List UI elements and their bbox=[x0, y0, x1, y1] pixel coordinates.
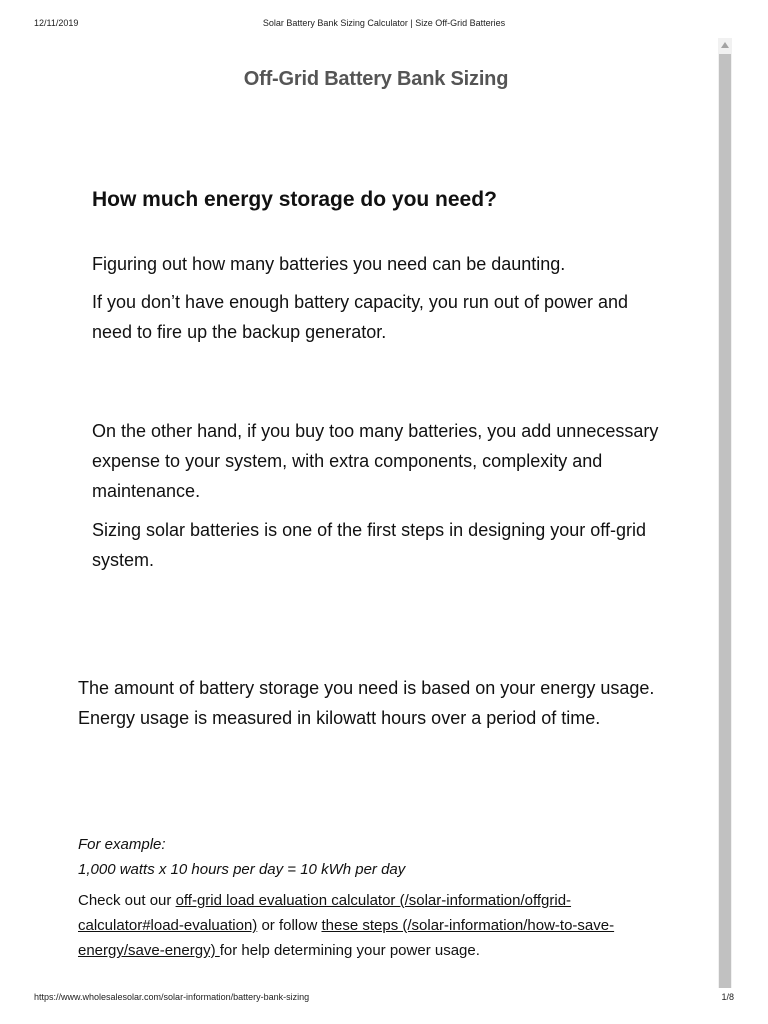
links-middle: or follow bbox=[257, 917, 322, 934]
paragraph-energy-usage: The amount of battery storage you need is based on your energy usage. Energy usage is measured in kilowatt hours over a period of time. bbox=[78, 678, 655, 728]
paragraph-too-many: On the other hand, if you buy too many batteries, you add unnecessary expense to your system, with extra components, complexity and maintenance. bbox=[92, 421, 659, 501]
print-page-title: Solar Battery Bank Sizing Calculator | Size Off-Grid Batteries bbox=[262, 18, 506, 28]
vertical-scrollbar[interactable] bbox=[718, 38, 732, 988]
links-prefix: Check out our bbox=[78, 892, 176, 909]
links-paragraph bbox=[78, 888, 668, 963]
paragraph-daunting: Figuring out how many batteries you need can be daunting. bbox=[92, 254, 566, 274]
print-page-number: 1/8 bbox=[721, 992, 734, 1002]
links-suffix: for help determining your power usage. bbox=[219, 942, 480, 959]
load-evaluation-calculator-link[interactable]: off-grid load evaluation calculator (/solar-information/offgrid-calculator#load-evaluation) bbox=[78, 892, 572, 934]
print-footer bbox=[0, 992, 768, 1006]
scroll-up-button[interactable] bbox=[718, 38, 732, 52]
example-block bbox=[78, 832, 668, 882]
paragraph-sizing: Sizing solar batteries is one of the first steps in designing your off-grid system. bbox=[92, 520, 646, 570]
save-energy-steps-link[interactable]: these steps (/solar-information/how-to-save-energy/save-energy) bbox=[78, 917, 615, 959]
paragraph-capacity: If you don’t have enough battery capacity, you run out of power and need to fire up the backup generator. bbox=[92, 292, 629, 342]
section-heading: How much energy storage do you need? bbox=[92, 188, 497, 211]
scrollbar-thumb[interactable] bbox=[719, 54, 731, 988]
example-label: For example: bbox=[78, 836, 166, 853]
print-url: https://www.wholesalesolar.com/solar-information/battery-bank-sizing bbox=[34, 992, 310, 1002]
example-formula: 1,000 watts x 10 hours per day = 10 kWh per day bbox=[78, 861, 406, 878]
triangle-up-icon bbox=[721, 42, 729, 48]
page-title: Off-Grid Battery Bank Sizing bbox=[243, 68, 509, 90]
print-date: 12/11/2019 bbox=[34, 18, 79, 28]
